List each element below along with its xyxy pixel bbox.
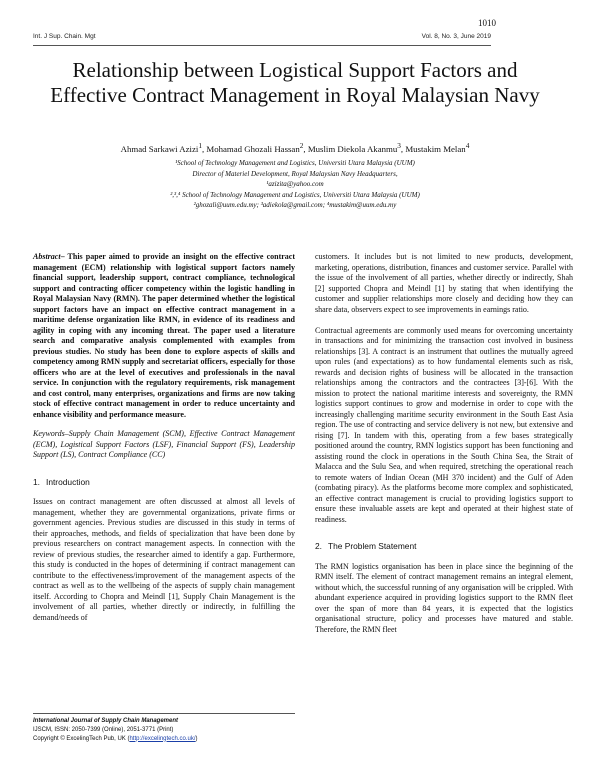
footer-copyright-end: ) xyxy=(195,735,198,742)
section-heading xyxy=(315,541,573,552)
footer-rule xyxy=(33,713,295,714)
page-footer xyxy=(33,713,295,743)
author-name: Ahmad Sarkawi Azizi xyxy=(120,143,199,154)
affiliation-line: ²,³,⁴ School of Technology Management and Logistics, Universiti Utara Malaysia (UUM) xyxy=(170,190,420,199)
affiliation-line: Director of Materiel Development, Royal Malaysian Navy Headquarters, xyxy=(192,169,398,178)
body-paragraph: customers. It includes but is not limited to new products, development, marketing, operations, distribution, finances and customer service. Parallel with the issue of the involvement of all parties, whether directly or indirectly, Shah [2] supported Chopra and Meindl [1] by stating that when identifying the customer and supplier relationships more closely and deciding how they can share data, observers expect to see improvements in earnings ratio. xyxy=(315,252,573,314)
header-rule xyxy=(33,45,491,46)
abstract-text: – This paper aimed to provide an insight on the effective contract management (ECM) relationship with logistical support factors namely financial support, leadership support, contract compliance, technological support and contracting officer competency within the logistic handling in Royal Malaysian Navy (RMN). The paper determined whether the logistical support factors have an impact on effective contract management in a maritime defense organization like RMN, in evidence of its readiness and agility in coping with any incoming threat. The paper used a literature search and comparative analysis complemented with examples from previous studies. No study has been done to explore aspects of skills and competency among RMN supply and secretariat officers, especially for those officers who are at the level of executives and professionals in the naval service. In conjunction with the regulatory requirements, risk management and cost control, many enterprises, organizations and firms are now taking stock of effective contract management in order to reduce uncertainty and enhance visibility and performance measure. xyxy=(33,252,295,419)
running-header-journal: Int. J Sup. Chain. Mgt xyxy=(33,33,96,40)
running-header-volume: Vol. 8, No. 3, June 2019 xyxy=(421,33,491,40)
section-number: 1. xyxy=(33,476,40,487)
author-sup: 2 xyxy=(299,141,304,150)
keywords: Keywords–Supply Chain Management (SCM), Effective Contract Management (ECM), Logistical Support Factors (LSF), Financial Support (FS), Leadership Support (LS), Contract Compliance (CC) xyxy=(33,429,295,459)
abstract-label: Abstract xyxy=(33,252,61,261)
abstract xyxy=(33,252,295,420)
left-column xyxy=(33,252,295,623)
affiliation-line: ¹School of Technology Management and Logistics, Universiti Utara Malaysia (UUM) xyxy=(175,159,415,167)
affiliations xyxy=(33,158,557,211)
author-sup: 1 xyxy=(198,141,202,150)
author-list: Ahmad Sarkawi Azizi$^1$, Mohamad Ghozali Hassan$^2$, Muslim Diekola Akanmu$^3$, Mustakim Melan$^4$ xyxy=(120,141,470,154)
page-number: 1010 xyxy=(478,18,496,28)
author-sup: 4 xyxy=(465,141,470,150)
section-heading xyxy=(33,477,295,488)
footer-link[interactable]: http://excelingtech.co.uk/ xyxy=(129,735,196,742)
section-title: Introduction xyxy=(46,476,90,487)
footer-copyright-text: Copyright © ExcelingTech Pub, UK ( xyxy=(33,735,130,742)
body-paragraph: Issues on contract management are often discussed at almost all levels of management, whether they are governmental organizations, private firms or government agencies. Previous studies are discussed in this study in terms of their approaches, methods, and fields of specialization that have been done by previous researchers on contract management aspects. In connection with the review of previous studies, the researcher aimed to identify a gap. Furthermore, this study is conducted in the hopes of determining if contract management can contribute to the effectiveness/improvement of the management aspects of the contract as well as to the wellbeing of the aspects of supply chain management itself. According to Chopra and Meindl [1], Supply Chain Management is the involvement of all parties, whether directly or indirectly, in fulfilling the demand/needs of xyxy=(33,497,295,622)
footer-copyright xyxy=(33,735,295,744)
affiliation-email: ¹azizita@yahoo.com xyxy=(266,180,324,188)
paper-title: Relationship between Logistical Support Factors and Effective Contract Management in Royal Malaysian Navy xyxy=(50,58,540,107)
footer-issn: IJSCM, ISSN: 2050-7399 (Online), 2051-3771 (Print) xyxy=(33,726,174,733)
author-sup: 3 xyxy=(397,141,401,150)
body-paragraph: Contractual agreements are commonly used means for overcoming uncertainty in transactions and for minimizing the transaction cost involved in business relationships [3]. A contract is an instrument that outlines the mutually agreed upon rules (and expectations) as to how fundamental elements such as risk, rewards and decision rights of business will be allocated in the transaction relationships among the contractors and the contractees [3]-[6]. With the mission to protect the national maritime interests and sovereignty, the RMN logistics support continues to grow and modernise in order to cope with the increasingly challenging maritime security environment in the South East Asia region. The use of contracting and service delivery is not new, but extensive and rising [7]. In tandem with this, operating from a few bases strategically positioned around the country, RMN logistics support has been functioning and assisting round the clock in operations in the South China Sea, the Strait of Malacca and the Sulu Sea, and when required, stretching the operational reach to remote waters of Indian Ocean (MH 370 incident) and the Gulf of Aden (combating piracy). As the platforms become more complex and sophisticated, an effective contract management is crucial to providing logistics support to ensure these invaluable assets are kept and operated at their highest state of readiness. xyxy=(315,325,573,524)
running-header xyxy=(33,33,491,40)
section-number: 2. xyxy=(315,541,322,551)
author-name: Mustakim Melan xyxy=(405,143,466,154)
right-column xyxy=(315,252,573,635)
body-paragraph: The RMN logistics organisation has been in place since the beginning of the RMN itself. The element of contract management remains an integral element, without which, the successful running of any organisation will be crippled. With abundant experience acquired in providing logistics support to the RMN fleet over the span of more than 84 years, it is expected that the logistics organisational structure, policy and processes have matured and stable. Therefore, the RMN fleet xyxy=(315,561,573,634)
author-name: Mohamad Ghozali Hassan xyxy=(206,143,300,154)
section-title: The Problem Statement xyxy=(328,541,417,551)
footer-journal-name: International Journal of Supply Chain Management xyxy=(33,718,179,724)
author-name: Muslim Diekola Akanmu xyxy=(307,143,398,154)
affiliation-email: ²ghozali@uum.edu.my; ³adiekola@gmail.com; ⁴mustakim@uum.edu.my xyxy=(193,201,397,209)
